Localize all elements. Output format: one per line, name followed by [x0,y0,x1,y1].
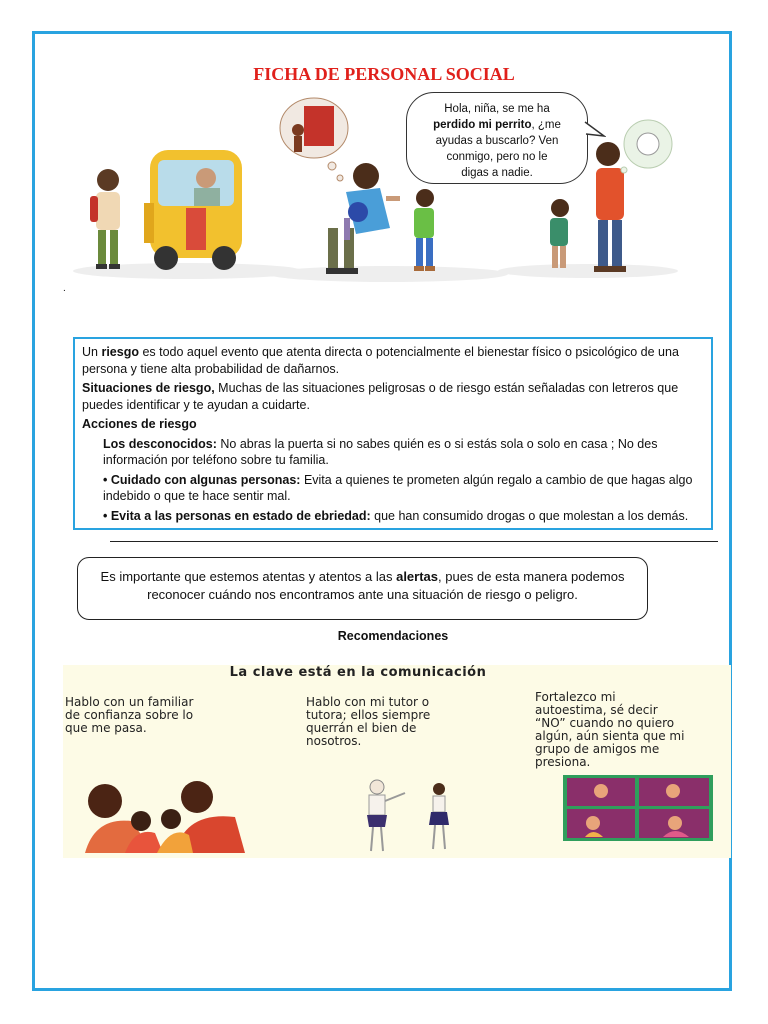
bubble-line: digas a nadie. [461,167,533,179]
text-span: Un [82,345,102,359]
risk-situations [82,380,704,413]
recommendation-self-esteem [535,691,684,769]
text-span: Es importante que estemos atentas y atentos a las [100,569,397,584]
risk-definition [82,344,704,377]
recommendation-line: Hablo con un familiar [65,695,194,709]
mototaxi-figure [144,150,242,270]
bubble-line: conmigo, pero no le [446,151,548,163]
thought-bubble-figure [280,98,348,181]
bubble-text: , ¿me [531,119,561,131]
speech-bubble-tail [584,118,606,140]
action-drunk-people [82,508,704,525]
recommendation-line: Fortalezco mi [535,690,616,704]
recommendation-line: querrán el bien de [306,721,417,735]
risk-scene-illustration [68,88,708,293]
recommendation-line: algún, aún sienta que mi [535,729,685,743]
divider-line [110,541,718,542]
text-span: que han consumido drogas o que molestan a los demás. [370,508,689,523]
boy-figure [90,169,120,269]
bold-term: Situaciones de riesgo, [82,381,215,395]
bold-term: Los desconocidos: [103,436,217,451]
bubble-bold-text: perdido mi perrito [433,119,532,131]
recommendation-line: autoestima, sé decir [535,703,658,717]
communication-panel [63,665,731,858]
text-span: Evita a quienes te prometen algún regalo a cambio de que hagas algo indebido o que te hace sentir mal. [103,472,693,503]
text-span: , pues de esta manera podemos reconocer cuándo nos encontramos ante una situación de riesgo o peligro. [147,569,625,602]
text-span: No abras la puerta si no sabes quién es o si estás sola o solo en casa ; No des información por teléfono sobre tu familia. [103,436,658,467]
tutor-student-illustration [355,777,475,857]
recommendations-title: Recomendaciones [337,629,449,643]
action-careful-people [82,472,704,505]
bubble-line: ayudas a buscarlo? Ven [435,135,559,147]
risk-info-box [73,337,713,530]
communication-title: La clave está en la comunicación [229,665,487,680]
recommendation-line: nosotros. [306,734,362,748]
recommendation-line: de confianza sobre lo [65,708,194,722]
bold-term: Acciones de riesgo [82,417,197,431]
stray-mark: . [63,283,66,294]
recommendation-line: tutora; ellos siempre [306,708,431,722]
text-span: es todo aquel evento que atenta directa o potencialmente el bienestar físico o psicológico de una persona y tiene alta probabilidad de dañarnos. [82,345,679,376]
girl-figure [414,189,435,271]
bubble-line [417,117,577,133]
recommendation-line: Hablo con mi tutor o [306,695,430,709]
recommendation-line: presiona. [535,755,591,769]
speech-bubble [406,92,588,184]
bold-term: riesgo [101,345,139,359]
family-hug-illustration [75,777,247,853]
page-title: FICHA DE PERSONAL SOCIAL [253,64,515,84]
alert-box [77,557,648,620]
recommendation-family [65,696,193,735]
recommendation-tutor [306,696,430,748]
video-call-illustration [563,775,713,841]
recommendation-line: grupo de amigos me [535,742,660,756]
risk-actions-heading [82,416,704,433]
text-span: Muchas de las situaciones peligrosas o de riesgo están señaladas con letreros que puedes identificar y te ayudan a cuidarte. [82,381,679,412]
action-strangers [82,436,704,469]
recommendation-line: “NO” cuando no quiero [535,716,675,730]
bubble-line: Hola, niña, se me ha [444,103,550,115]
recommendation-line: que me pasa. [65,721,147,735]
bold-term: alertas [396,569,439,584]
bold-term: • Evita a las personas en estado de ebriedad: [103,508,371,523]
bold-term: • Cuidado con algunas personas: [103,472,301,487]
